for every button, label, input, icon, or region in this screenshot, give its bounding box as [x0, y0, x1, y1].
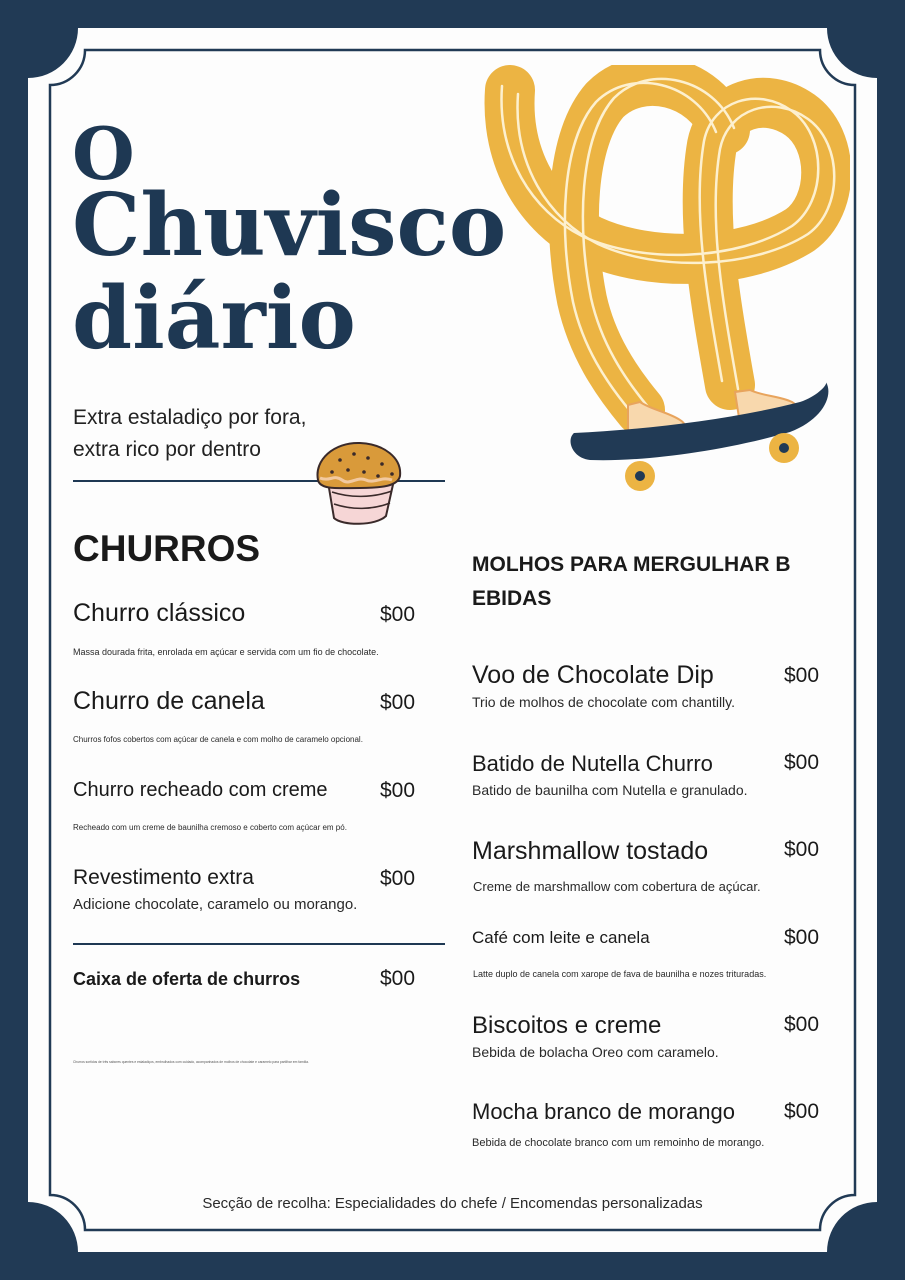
dip-item-price: $00	[784, 1100, 820, 1123]
dip-item-price: $00	[784, 926, 820, 949]
churro-item-price: $00	[380, 779, 416, 802]
footer-note: Secção de recolha: Especialidades do chefe / Encomendas personalizadas	[202, 1195, 703, 1212]
tagline	[73, 402, 306, 466]
dip-item-name: Café com leite e canela	[472, 928, 650, 947]
churro-skateboarder-illustration	[480, 65, 850, 500]
dip-item-name: Batido de Nutella Churro	[472, 751, 713, 776]
dip-item-description: Batido de baunilha com Nutella e granulado.	[472, 782, 748, 798]
dip-item-description: Creme de marshmallow com cobertura de açúcar.	[473, 879, 761, 894]
dip-item-price: $00	[784, 1013, 820, 1036]
dip-item-name: Marshmallow tostado	[472, 837, 709, 865]
offer-box-name: Caixa de oferta de churros	[73, 969, 301, 989]
churro-item-name: Churro recheado com creme	[73, 779, 328, 801]
churro-item-price: $00	[380, 867, 416, 890]
dip-item-price: $00	[784, 751, 820, 774]
churro-item-description: Churros fofos cobertos com açúcar de canela e com molho de caramelo opcional.	[73, 735, 363, 744]
churro-item-description: Recheado com um creme de baunilha cremoso e coberto com açúcar em pó.	[73, 823, 347, 832]
churro-item-name: Churro clássico	[73, 599, 246, 627]
dip-item-name: Biscoitos e creme	[472, 1012, 662, 1039]
cupcake-icon	[310, 436, 406, 530]
churro-item-price: $00	[380, 691, 416, 714]
churros-heading: CHURROS	[73, 528, 261, 569]
churro-item-name: Revestimento extra	[73, 866, 254, 889]
dips-heading-line-2: EBIDAS	[472, 587, 552, 610]
tagline-line-2: extra rico por dentro	[73, 438, 261, 461]
offer-box-price: $00	[380, 967, 416, 990]
tagline-line-1: Extra estaladiço por fora,	[73, 406, 307, 429]
dip-item-description: Latte duplo de canela com xarope de fava de baunilha e nozes trituradas.	[473, 969, 767, 979]
churros-divider	[73, 943, 445, 945]
dip-item-description: Trio de molhos de chocolate com chantilly.	[472, 694, 736, 710]
title-daily: diário	[72, 268, 356, 369]
churro-item-description: Massa dourada frita, enrolada em açúcar e servida com um fio de chocolate.	[73, 647, 379, 657]
dip-item-description: Bebida de bolacha Oreo com caramelo.	[472, 1044, 719, 1060]
dip-item-price: $00	[784, 664, 820, 687]
dips-heading-line-1: MOLHOS PARA MERGULHAR B	[472, 553, 791, 576]
dip-item-name: Mocha branco de morango	[472, 1099, 735, 1124]
title-name: Chuvisco	[72, 175, 507, 276]
title-article: O	[72, 111, 135, 196]
dip-item-name: Voo de Chocolate Dip	[472, 661, 714, 689]
churro-item-name: Churro de canela	[73, 687, 265, 715]
churro-item-price: $00	[380, 603, 416, 626]
dips-heading	[472, 548, 791, 616]
offer-box-description: Churros sortidos de três sabores quentes e estaladiços, embrulhados com cuidado, acompanhados de molhos de chocolate e caramelo para partilhar em família.	[73, 1060, 309, 1064]
churro-item-description: Adicione chocolate, caramelo ou morango.	[73, 896, 358, 913]
dip-item-price: $00	[784, 838, 820, 861]
dip-item-description: Bebida de chocolate branco com um remoinho de morango.	[472, 1137, 765, 1149]
